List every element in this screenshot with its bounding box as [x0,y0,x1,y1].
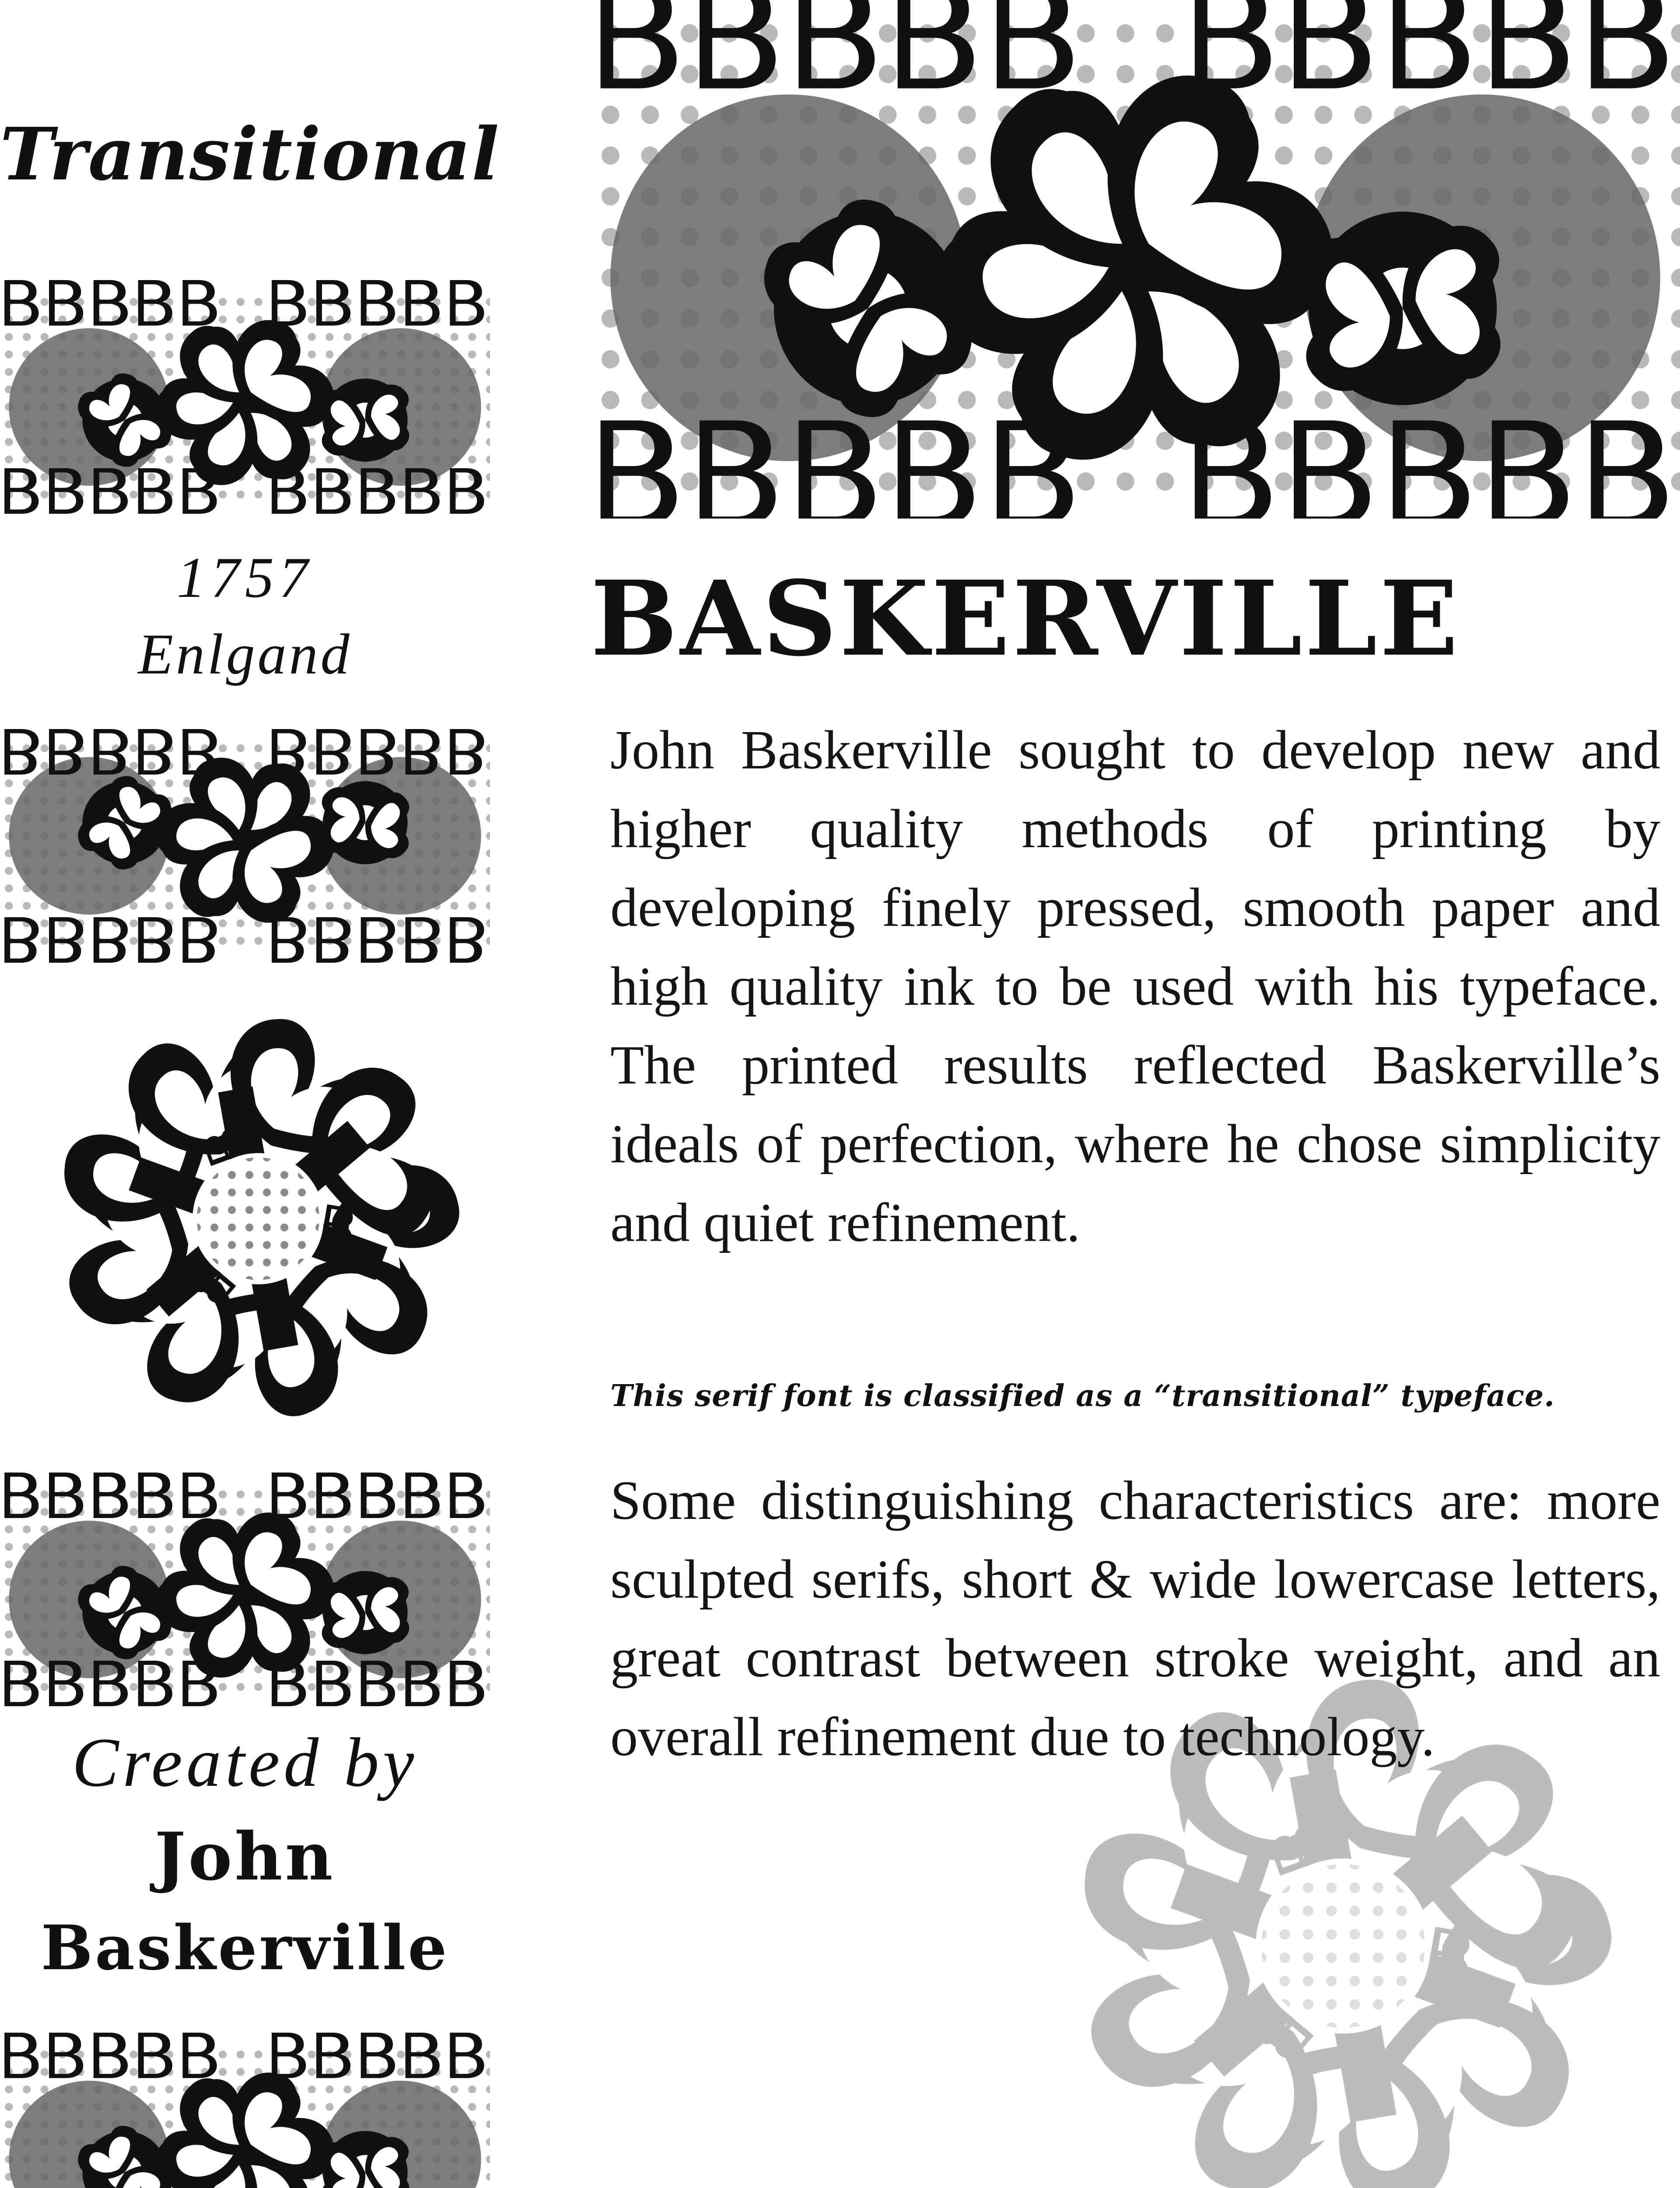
sidebar-rosette [26,976,490,1462]
body-paragraph-2: Some distinguishing characteristics are: more sculpted serifs, short & wide lowercase letters, great contrast between stroke weight, and an overall refinement due to technology. [610,1470,1660,1767]
category-label: Transitional [0,112,500,196]
page-title: BASKERVILLE [591,558,1461,679]
b-pattern-icon [591,0,1680,519]
b-rosette-icon [26,976,490,1462]
header-pattern [591,0,1680,519]
b-pattern-icon [0,2028,490,2188]
sidebar-pattern-4 [0,2028,490,2188]
designer-first-name: John [154,1818,336,1895]
country-label: Enlgand [138,622,352,686]
created-by-label: Created by [72,1723,418,1801]
sidebar-pattern-2 [0,722,490,967]
sidebar-pattern-1 [0,276,490,521]
sidebar-pattern-3 [0,1468,490,1713]
year-label: 1757 [177,545,313,610]
b-pattern-icon [0,276,490,521]
classification-note: This serif font is classified as a “transitional” typeface. [610,1378,1555,1413]
b-pattern-icon [0,1468,490,1713]
body-paragraph-1: John Baskerville sought to develop new and higher quality methods of printing by developing finely pressed, smooth paper and high quality ink to be used with his typeface. The printed results reflected Baskerville’s ideals of perfection, where he chose simplicity and quiet refinement. [610,720,1660,1253]
b-pattern-icon [0,722,490,967]
designer-last-name: Baskerville [41,1912,449,1984]
